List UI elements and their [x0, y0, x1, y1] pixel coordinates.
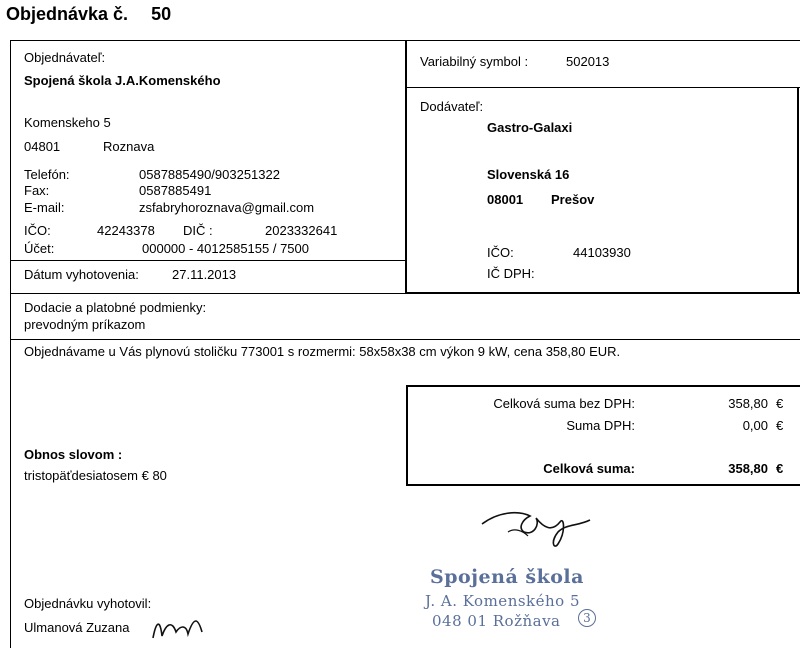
order-title-prefix: Objednávka č. — [6, 4, 129, 24]
supplier-zip: 08001 — [487, 192, 524, 207]
issue-date-value: 27.11.2013 — [172, 267, 237, 282]
terms-label: Dodacie a platobné podmienky: — [24, 300, 207, 315]
supplier-name: Gastro-Galaxi — [487, 120, 573, 135]
order-number: 50 — [151, 4, 172, 24]
issue-date-label: Dátum vyhotovenia: — [24, 267, 139, 282]
net-label: Celková suma bez DPH: — [493, 396, 635, 411]
buyer-email-label: E-mail: — [24, 200, 65, 215]
date-top-line — [10, 260, 406, 261]
in-words-value: tristopäťdesiatosem € 80 — [24, 468, 167, 483]
buyer-ico-label: IČO: — [24, 223, 51, 238]
supplier-right-line — [797, 87, 799, 293]
buyer-street: Komenskeho 5 — [24, 115, 111, 130]
prepared-by-label: Objednávku vyhotovil: — [24, 596, 152, 611]
supplier-street: Slovenská 16 — [487, 167, 570, 182]
totals-left-line — [406, 385, 408, 486]
director-signature — [478, 502, 598, 552]
buyer-ico: 42243378 — [97, 223, 155, 238]
in-words-label: Obnos slovom : — [24, 447, 123, 462]
order-top-line — [10, 339, 800, 340]
buyer-fax-label: Fax: — [24, 183, 50, 198]
buyer-divider-line — [405, 40, 407, 293]
supplier-ico-label: IČO: — [487, 245, 514, 260]
vat-label: Suma DPH: — [566, 418, 635, 433]
buyer-heading: Objednávateľ: — [24, 50, 106, 65]
supplier-city: Prešov — [551, 192, 595, 207]
total-value: 358,80 — [728, 461, 768, 476]
buyer-account-label: Účet: — [24, 241, 55, 256]
prepared-by-name: Ulmanová Zuzana — [24, 620, 130, 635]
buyer-fax: 0587885491 — [139, 183, 212, 198]
supplier-ico: 44103930 — [573, 245, 631, 260]
net-value: 358,80 — [728, 396, 768, 411]
buyer-phone-label: Telefón: — [24, 167, 70, 182]
stamp-number: 3 — [578, 609, 596, 627]
total-label: Celková suma: — [543, 461, 635, 476]
stamp-line-3: 048 01 Rožňava — [432, 612, 561, 630]
terms-top-line — [10, 293, 800, 294]
varsym-divider-line — [405, 87, 800, 88]
variable-symbol-value: 502013 — [566, 54, 610, 69]
buyer-email[interactable]: zsfabryhoroznava@gmail.com — [139, 200, 315, 215]
buyer-zip: 04801 — [24, 139, 61, 154]
frame-left-line — [10, 40, 11, 648]
net-currency: € — [776, 396, 784, 411]
vat-currency: € — [776, 418, 784, 433]
buyer-city: Roznava — [103, 139, 155, 154]
buyer-dic-label: DIČ : — [183, 223, 213, 238]
terms-value: prevodným príkazom — [24, 317, 146, 332]
totals-bottom-line — [406, 484, 800, 486]
order-text: Objednávame u Vás plynovú stoličku 773001 s rozmermi: 58x58x38 cm výkon 9 kW, cena 358,80 EUR. — [24, 344, 621, 359]
variable-symbol-label: Variabilný symbol : — [420, 54, 529, 69]
buyer-name: Spojená škola J.A.Komenského — [24, 73, 221, 88]
prepared-by-signature — [150, 610, 206, 644]
buyer-dic: 2023332641 — [265, 223, 338, 238]
buyer-account: 000000 - 4012585155 / 7500 — [142, 241, 309, 256]
supplier-heading: Dodávateľ: — [420, 99, 484, 114]
total-currency: € — [776, 461, 784, 476]
stamp-line-2: J. A. Komenského 5 — [425, 592, 581, 610]
stamp-line-1: Spojená škola — [430, 566, 584, 588]
order-title — [6, 4, 171, 25]
vat-value: 0,00 — [742, 418, 768, 433]
supplier-icdph-label: IČ DPH: — [487, 266, 535, 281]
buyer-phone: 0587885490/903251322 — [139, 167, 280, 182]
totals-top-line — [406, 385, 800, 387]
